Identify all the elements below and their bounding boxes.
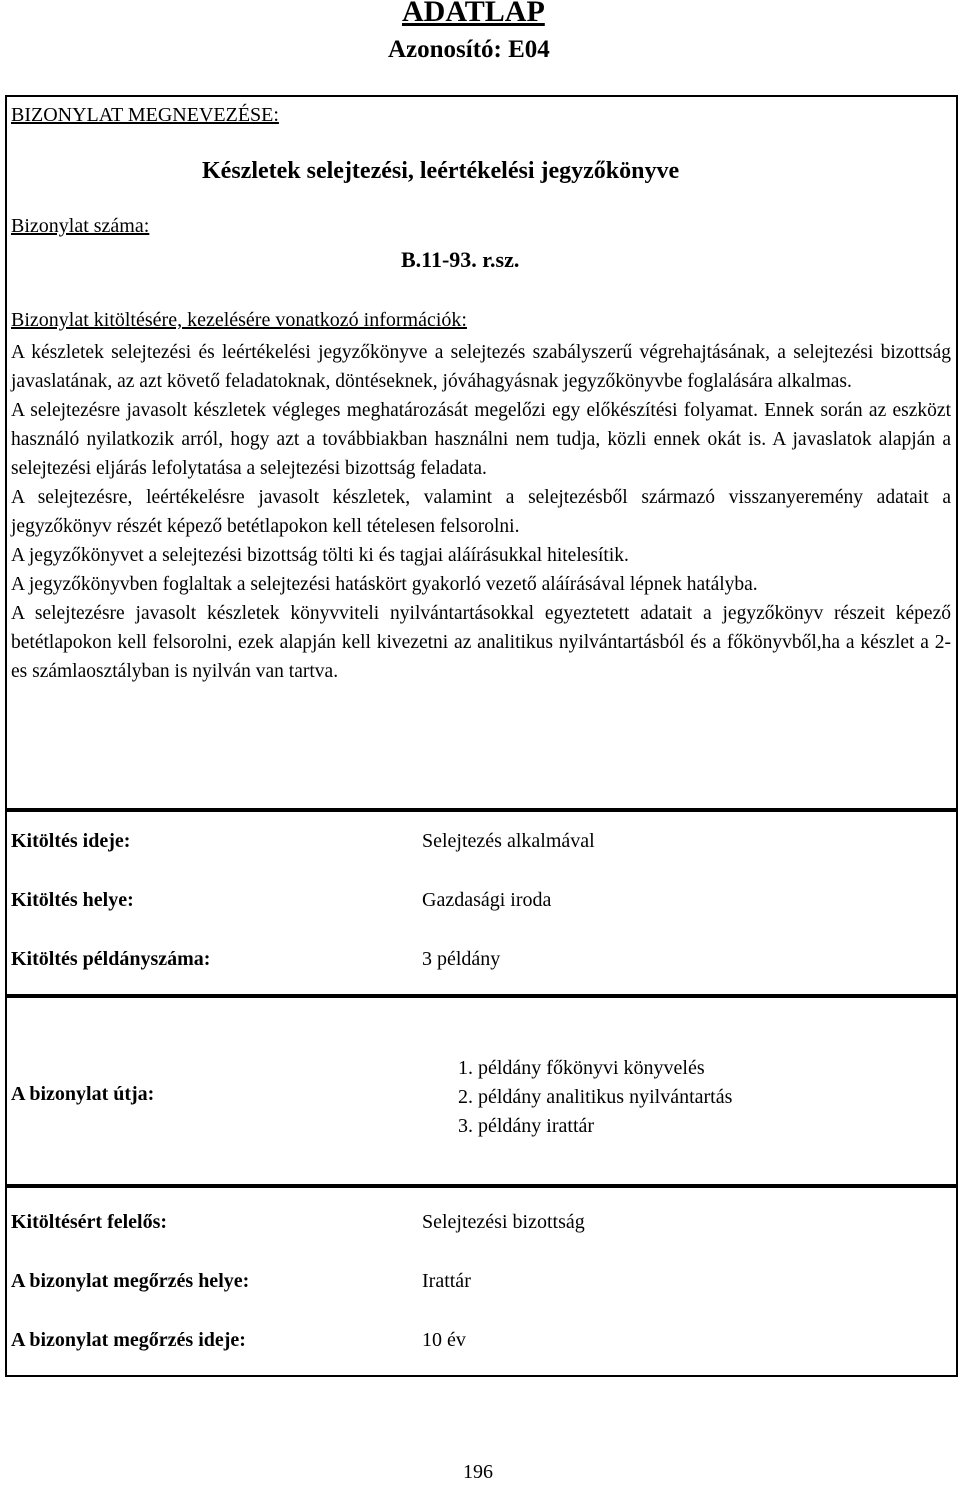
info-paragraph: A jegyzőkönyvet a selejtezési bizottság tölti ki és tagjai aláírásukkal hitelesítik. (11, 545, 629, 566)
doc-name-label: BIZONYLAT MEGNEVEZÉSE: (11, 104, 279, 126)
fill-place-value: Gazdasági iroda (422, 889, 552, 911)
responsible-value: Selejtezési bizottság (422, 1211, 585, 1233)
info-paragraph: A selejtezésre, leértékelésre javasolt készletek, valamint a selejtezésből származó visszanyeremény adatait a jegyzőkönyv részét képező betétlapokon kell tételesen felsorolni. (11, 487, 951, 537)
storage-place-label: A bizonylat megőrzés helye: (11, 1270, 250, 1292)
storage-place-value: Irattár (422, 1270, 471, 1292)
document-info-section (5, 95, 958, 810)
fill-time-value: Selejtezés alkalmával (422, 830, 595, 852)
page-title: ADATLAP (402, 0, 545, 28)
doc-name-value: Készletek selejtezési, leértékelési jegyzőkönyve (202, 158, 680, 184)
doc-number-value: B.11-93. r.sz. (401, 247, 520, 272)
doc-number-label: Bizonylat száma: (11, 215, 150, 237)
info-paragraph: A jegyzőkönyvben foglaltak a selejtezési hatáskört gyakorló vezető aláírásával lépnek hatályba. (11, 574, 758, 595)
route-section (5, 996, 958, 1186)
info-text (11, 338, 951, 686)
route-label: A bizonylat útja: (11, 1083, 155, 1105)
fill-time-label: Kitöltés ideje: (11, 830, 131, 852)
info-heading: Bizonylat kitöltésére, kezelésére vonatkozó információk: (11, 309, 467, 331)
page-number: 196 (463, 1461, 493, 1483)
fill-copies-label: Kitöltés példányszáma: (11, 948, 211, 970)
route-item: 3. példány irattár (458, 1115, 595, 1137)
fill-place-label: Kitöltés helye: (11, 889, 134, 911)
storage-time-label: A bizonylat megőrzés ideje: (11, 1329, 246, 1351)
info-paragraph: A selejtezésre javasolt készletek végleges meghatározását megelőzi egy előkészítési folyamat. Ennek során az eszközt használó nyilatkozik arról, hogy azt a továbbiakban használni nem tudja, közli ennek okát is. A javaslatok alapján a selejtezési eljárás lefolytatása a selejtezési bizottság feladata. (11, 400, 951, 479)
storage-section (5, 1186, 958, 1377)
storage-time-value: 10 év (422, 1329, 466, 1351)
document-identifier: Azonosító: E04 (388, 36, 550, 63)
fill-info-section (5, 810, 958, 996)
info-paragraph: A készletek selejtezési és leértékelési jegyzőkönyve a selejtezés szabályszerű végrehajtásának, a selejtezési bizottság javaslatának, az azt követő feladatoknak, döntéseknek, jóváhagyásnak jegyzőkönyvbe foglalására alkalmas. (11, 342, 951, 392)
fill-copies-value: 3 példány (422, 948, 501, 970)
route-list (458, 1054, 732, 1141)
responsible-label: Kitöltésért felelős: (11, 1211, 168, 1233)
info-paragraph: A selejtezésre javasolt készletek könyvviteli nyilvántartásokkal egyeztetett adatait a jegyzőkönyv részeit képező betétlapokon kell felsorolni, ezek alapján kell kivezetni az analitikus nyilvántartásból és a főkönyvből,ha a készlet a 2-es számlaosztályban is nyilván van tartva. (11, 603, 951, 682)
route-item: 2. példány analitikus nyilvántartás (458, 1086, 733, 1108)
route-item: 1. példány főkönyvi könyvelés (458, 1057, 705, 1079)
